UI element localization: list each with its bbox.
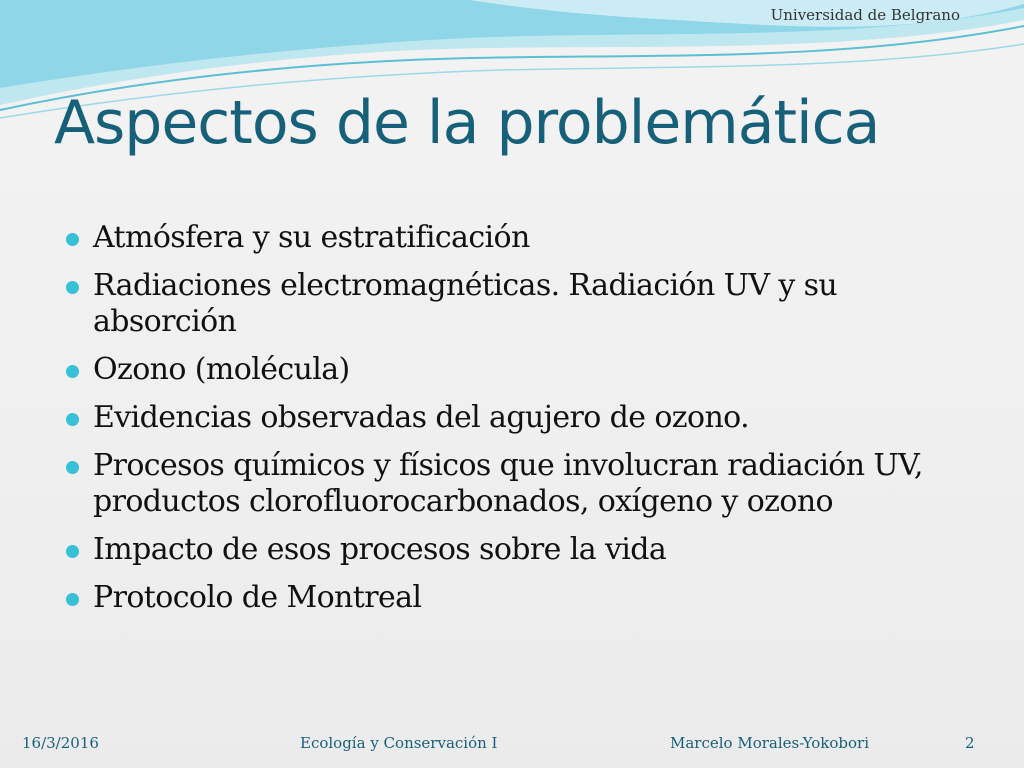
slide-title: Aspectos de la problemática: [54, 88, 880, 158]
bullet-dot-icon: [66, 413, 79, 426]
header-organization: Universidad de Belgrano: [770, 6, 960, 24]
bullet-dot-icon: [66, 233, 79, 246]
bullet-text: Procesos químicos y físicos que involucran radiación UV, productos clorofluorocarbonados, oxígeno y ozono: [93, 448, 923, 519]
bullet-dot-icon: [66, 545, 79, 558]
bullet-text: Radiaciones electromagnéticas. Radiación UV y su absorción: [93, 268, 838, 339]
bullet-dot-icon: [66, 593, 79, 606]
bullet-item: [66, 352, 966, 388]
bullet-list: [66, 220, 966, 628]
bullet-text: Impacto de esos procesos sobre la vida: [93, 532, 667, 567]
bullet-item: [66, 400, 966, 436]
bullet-item: [66, 268, 966, 340]
footer-page-number: 2: [965, 734, 975, 752]
footer-course: Ecología y Conservación I: [300, 734, 498, 752]
bullet-item: [66, 220, 966, 256]
bullet-dot-icon: [66, 365, 79, 378]
bullet-dot-icon: [66, 461, 79, 474]
bullet-item: [66, 448, 966, 520]
footer-date: 16/3/2016: [22, 734, 99, 752]
bullet-dot-icon: [66, 281, 79, 294]
bullet-text: Evidencias observadas del agujero de ozono.: [93, 400, 750, 435]
bullet-text: Atmósfera y su estratificación: [93, 220, 530, 255]
bullet-text: Ozono (molécula): [93, 352, 350, 387]
bullet-item: [66, 580, 966, 616]
bullet-item: [66, 532, 966, 568]
bullet-text: Protocolo de Montreal: [93, 580, 422, 615]
footer-author: Marcelo Morales-Yokobori: [670, 734, 869, 752]
